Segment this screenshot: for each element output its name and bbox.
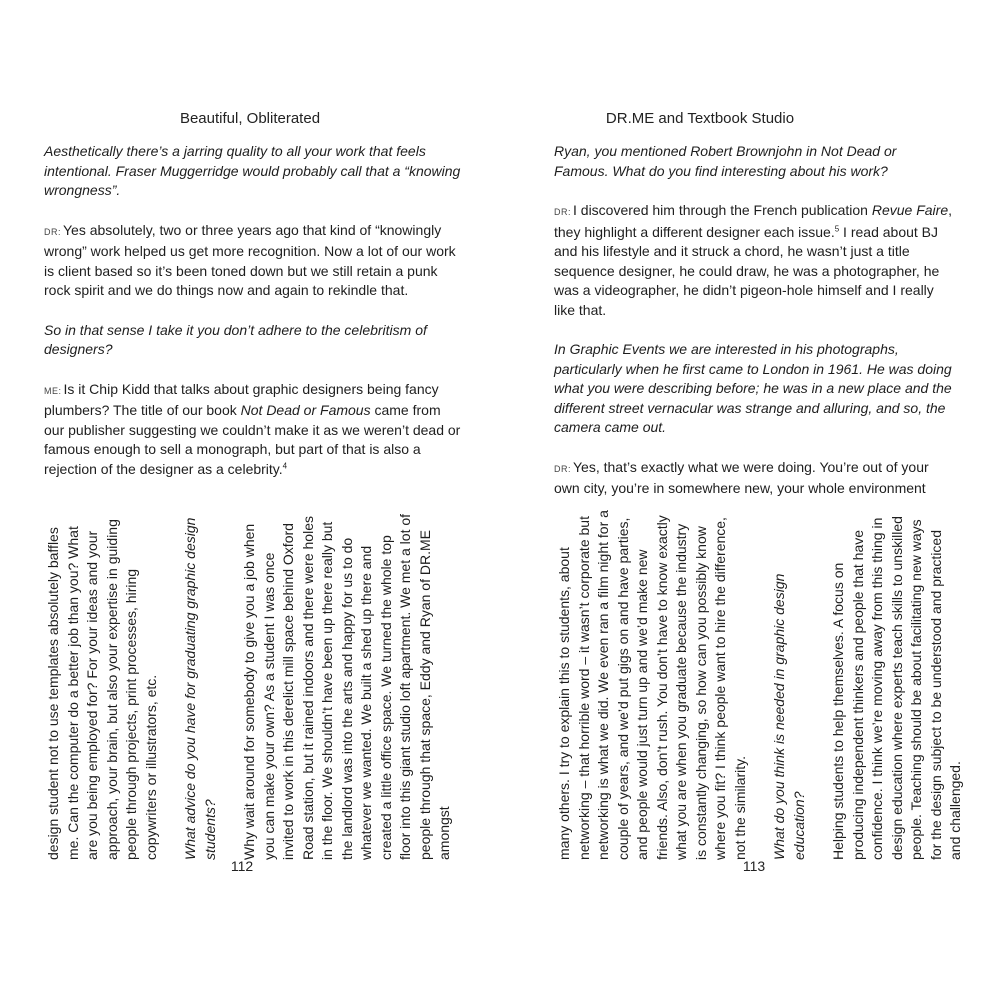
rotated-text-block	[44, 510, 452, 860]
answer-text: I read about BJ and his lifestyle and it struck a chord, he wasn’t just a title sequence designer, he could draw, he was a photographer, he was a videographer, he didn’t pigeon-hole himself and I really like that.	[554, 223, 940, 318]
question: Aesthetically there’s a jarring quality to all your work that feels intentional. Fraser Muggerridge would probably call that a “knowing wrongness”.	[44, 143, 461, 198]
answer-text: Yes, that’s exactly what we were doing. You’re out of your own city, you’re in somewhere new, your whole environment	[554, 458, 929, 496]
answer	[554, 201, 954, 320]
page-number: 113	[742, 858, 766, 874]
question: In Graphic Events we are interested in his photographs, particularly when he first came to London in 1961. He was doing what you were describing before; he was in a new place and the different street vernacular was strange and alluring, and so, the camera came out.	[554, 341, 952, 435]
right-page	[500, 0, 1000, 1000]
running-head: DR.ME and Textbook Studio	[605, 110, 795, 127]
rotated-paragraph: design student not to use templates absolutely baffles me. Can the computer do a better job than you? What are you being employed for? For your ideas and your approach, your brain, but also your expertise in guiding people through projects, print processes, hiring copywriters or illustrators, etc.	[45, 519, 159, 860]
speaker-label: DR:	[44, 226, 61, 237]
answer	[554, 458, 954, 499]
footnote-marker: 4	[282, 460, 288, 470]
rotated-text-block	[555, 510, 963, 860]
publication-title: Revue Faire	[871, 202, 949, 218]
answer-text: I discovered him through the French publication	[573, 202, 872, 218]
speaker-label: DR:	[554, 463, 571, 474]
rotated-paragraph: Why wait around for somebody to give you a job when you can make your own? As a student I was once invited to work in this derelict mill space behind Oxford Road station, but it rained indoors and there were holes in the floor. We shouldn’t have been up there really but the landlord was into the arts and happy for us to do whatever we wanted. We built a shed up there and created a little office space. We turned the whole top floor into this giant studio loft apartment. We met a lot of people through that space, Eddy and Ryan of DR.ME amongst	[241, 513, 452, 860]
rotated-question: What advice do you have for graduating graphic design students?	[182, 517, 218, 860]
answer-text: came from our publisher suggesting we couldn’t make it as we weren’t dead or famous enough to sell a monograph, but part of that is also a rejection of the designer as a celebrity.	[44, 402, 461, 477]
answer-text: , they highlight a different designer each issue.	[554, 202, 952, 240]
interview-body	[554, 142, 954, 519]
book-title: Not Dead or Famous	[240, 402, 371, 418]
running-head: Beautiful, Obliterated	[179, 110, 321, 127]
interview-body	[44, 142, 464, 499]
answer-text: Yes absolutely, two or three years ago that kind of “knowingly wrong” work helped us get more recognition. Now a lot of our work is client based so it’s been toned down but we still retain a punk rock spirit and we do things now and again to rekindle that.	[44, 221, 456, 298]
question: Ryan, you mentioned Robert Brownjohn in Not Dead or Famous. What do you find interesting about his work?	[554, 143, 897, 179]
answer	[44, 221, 464, 301]
page-number: 112	[230, 858, 254, 874]
rotated-paragraph: many others. I try to explain this to students, about networking – that horrible word – it wasn’t corporate but networking is what we did. We even ran a film night for a couple of years, and we’d put gigs on and have parties, and people would just turn up and we’d make new friends. Also, don’t rush. You don’t have to know exactly what you are when you graduate because the industry is constantly changing, so how can you possibly know where you fit? I think people want to hire the difference, not the similarity.	[556, 510, 748, 860]
speaker-label: ME:	[44, 385, 62, 396]
answer	[44, 380, 464, 480]
rotated-question: What do you think is needed in graphic design education?	[771, 573, 807, 860]
question: So in that sense I take it you don’t adhere to the celebritism of designers?	[44, 321, 427, 357]
footnote-marker: 5	[834, 223, 840, 233]
speaker-label: DR:	[554, 207, 571, 217]
rotated-paragraph: Helping students to help themselves. A focus on producing independent thinkers and people that have confidence. I think we’re moving away from this thing in design education where experts teach skills to unskilled people. Teaching should be about facilitating new ways for the design subject to be understood and practiced and challenged.	[830, 516, 963, 860]
answer-text: Is it Chip Kidd that talks about graphic designers being fancy plumbers? The title of our book	[44, 380, 439, 418]
